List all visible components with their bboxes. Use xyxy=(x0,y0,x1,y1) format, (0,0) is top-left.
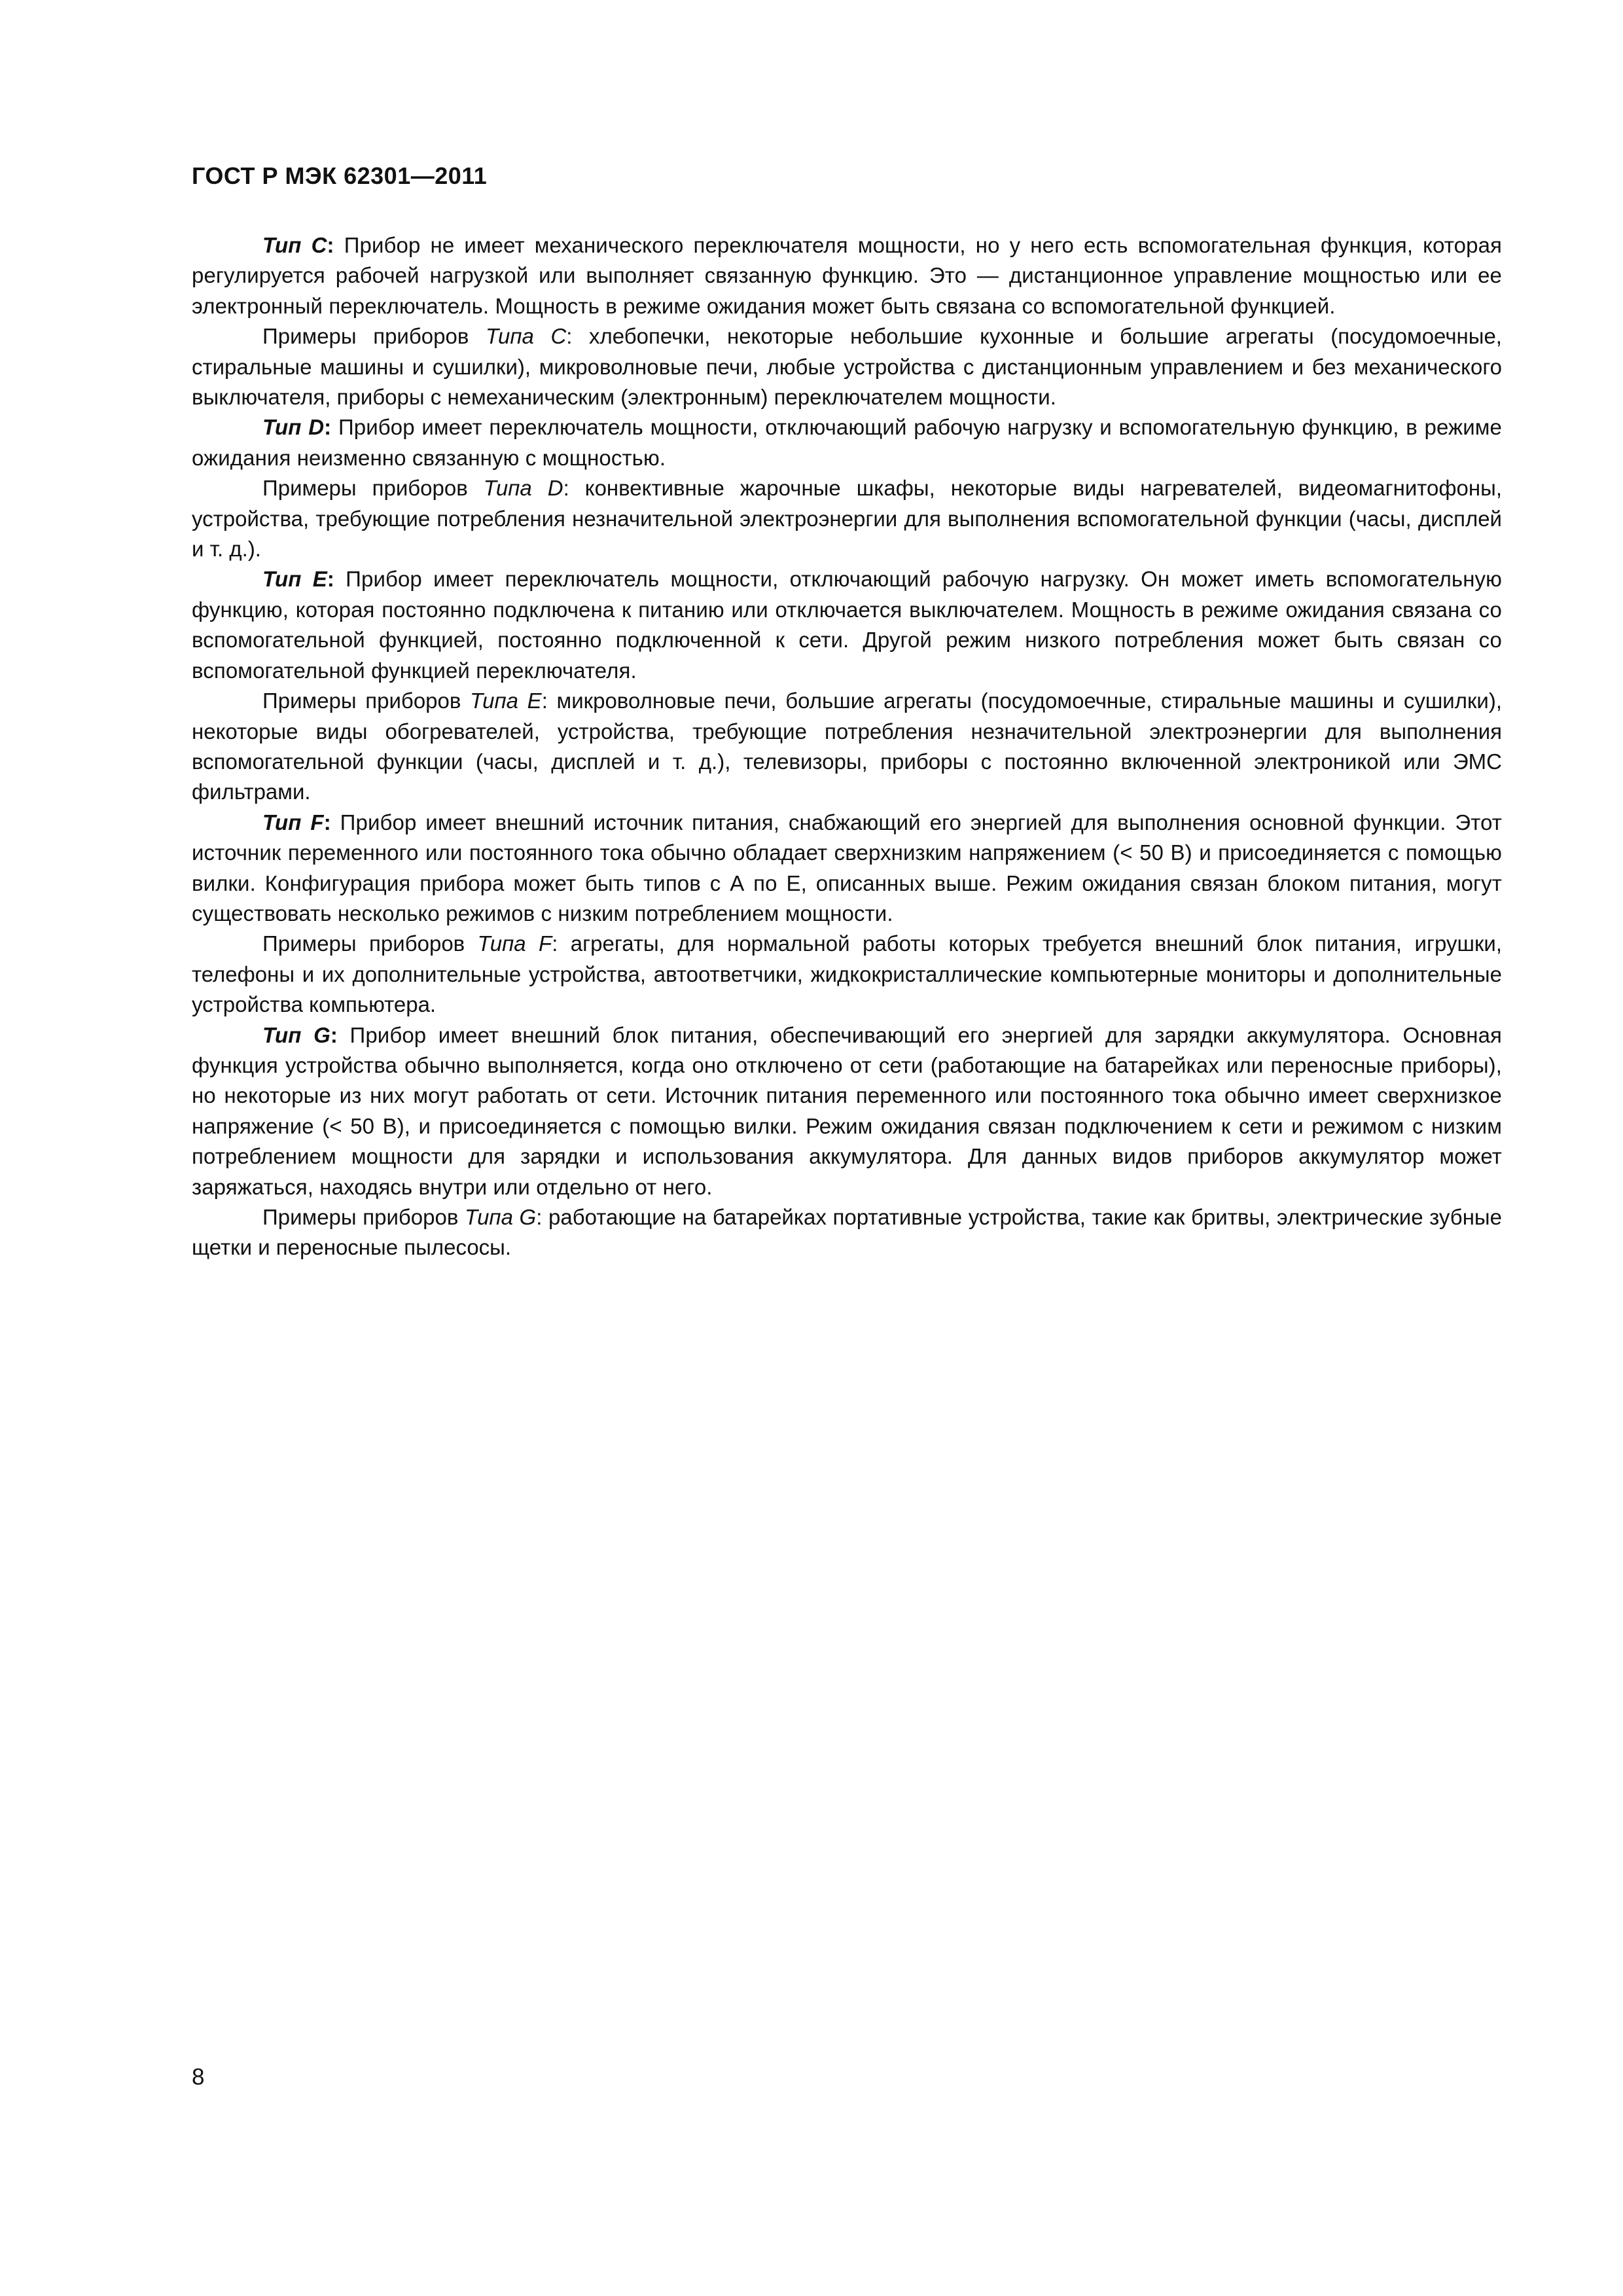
label-suffix: : xyxy=(330,1022,338,1047)
label-suffix: : xyxy=(327,567,334,592)
label-suffix: : xyxy=(323,810,331,834)
page-number: 8 xyxy=(192,2064,205,2090)
paragraph-text: Прибор имеет переключатель мощности, отключающий рабочую нагрузку. Он может иметь вспомогательную функцию, которая постоянно подключена к питанию или отключается выключателем. Мощность в режиме ожидания связана со вспомогательной функцией, постоянно подключенной к сети. Другой режим низкого потребления может быть связан со вспомогательной функцией переключателя. xyxy=(192,567,1502,683)
examples-prefix: Примеры приборов xyxy=(262,476,484,501)
document-body xyxy=(192,230,1502,1263)
paragraph-text: : хлебопечки, некоторые небольшие кухонные и большие агрегаты (посудомоечные, стиральные машины и сушилки), микроволновые печи, любые устройства с дистанционным управлением и без механического выключателя, приборы с немеханическим (электронным) переключателем мощности. xyxy=(192,324,1502,410)
paragraph-text: Прибор имеет переключатель мощности, отключающий рабочую нагрузку и вспомогательную функцию, в режиме ожидания неизменно связанную с мощностью. xyxy=(192,415,1503,470)
paragraph-text: Прибор имеет внешний источник питания, снабжающий его энергией для выполнения основной функции. Этот источник переменного или постоянного тока обычно обладает сверхнизким напряжением (< 50 В) и присоединяется с помощью вилки. Конфигурация прибора может быть типов с А по Е, описанных выше. Режим ожидания связан блоком питания, могут существовать несколько режимов с низким потреблением мощности. xyxy=(192,810,1503,925)
type-f-examples-paragraph xyxy=(192,929,1502,1020)
paragraph-text: : конвективные жарочные шкафы, некоторые виды нагревателей, видеомагнитофоны, устройства, требующие потребления незначительной электроэнергии для выполнения вспомогательной функции (часы, дисплей и т. д.). xyxy=(192,476,1502,562)
examples-prefix: Примеры приборов xyxy=(262,689,471,713)
type-label: Тип E xyxy=(262,567,327,592)
paragraph-text: Прибор не имеет механического переключателя мощности, но у него есть вспомогательная функция, которая регулируется рабочей нагрузкой или выполняет связанную функцию. Это — дистанционное управление мощностью или ее электронный переключатель. Мощность в режиме ожидания может быть связана со вспомогательной функцией. xyxy=(192,233,1502,318)
paragraph-text: : агрегаты, для нормальной работы которых требуется внешний блок питания, игрушки, телефоны и их дополнительные устройства, автоответчики, жидкокристаллические компьютерные мониторы и дополнительные устройства компьютера. xyxy=(192,931,1502,1017)
type-e-paragraph xyxy=(192,564,1502,686)
type-label: Тип C xyxy=(262,233,327,257)
examples-prefix: Примеры приборов xyxy=(262,1205,465,1229)
type-d-paragraph xyxy=(192,412,1502,473)
label-suffix: : xyxy=(324,415,332,440)
examples-prefix: Примеры приборов xyxy=(262,931,478,956)
type-label: Тип G xyxy=(262,1022,330,1047)
type-e-examples-paragraph xyxy=(192,686,1502,808)
paragraph-text: Прибор имеет внешний блок питания, обеспечивающий его энергией для зарядки аккумулятора. Основная функция устройства обычно выполняется, когда оно отключено от сети (работающие на батарейках или переносные приборы), но некоторые из них могут работать от сети. Источник питания переменного или постоянного тока обычно имеет сверхнизкое напряжение (< 50 В), и присоединяется с помощью вилки. Режим ожидания связан подключением к сети и режимом с низким потреблением мощности для зарядки и использования аккумулятора. Для данных видов приборов аккумулятор может заряжаться, находясь внутри или отдельно от него. xyxy=(192,1022,1502,1199)
type-g-examples-paragraph xyxy=(192,1202,1502,1263)
type-d-examples-paragraph xyxy=(192,473,1502,564)
type-f-paragraph xyxy=(192,808,1502,929)
paragraph-text: : микроволновые печи, большие агрегаты (посудомоечные, стиральные машины и сушилки), некоторые виды обогревателей, устройства, требующие потребления незначительной электроэнергии для выполнения вспомогательной функции (часы, дисплей и т. д.), телевизоры, приборы с постоянно включенной электроникой или ЭМС фильтрами. xyxy=(192,689,1503,804)
type-reference: Типа E xyxy=(470,689,542,713)
document-header: ГОСТ Р МЭК 62301—2011 xyxy=(192,162,488,189)
type-label: Тип D xyxy=(262,415,325,440)
type-c-examples-paragraph xyxy=(192,321,1502,412)
examples-prefix: Примеры приборов xyxy=(262,324,486,349)
paragraph-text: : работающие на батарейках портативные устройства, такие как бритвы, электрические зубные щетки и переносные пылесосы. xyxy=(192,1205,1503,1260)
type-reference: Типа C xyxy=(485,324,567,349)
type-reference: Типа F xyxy=(477,931,552,956)
type-label: Тип F xyxy=(262,810,324,834)
type-c-paragraph xyxy=(192,230,1502,321)
type-reference: Типа D xyxy=(483,476,563,501)
type-g-paragraph xyxy=(192,1020,1502,1202)
label-suffix: : xyxy=(327,233,334,257)
type-reference: Типа G xyxy=(465,1205,537,1229)
